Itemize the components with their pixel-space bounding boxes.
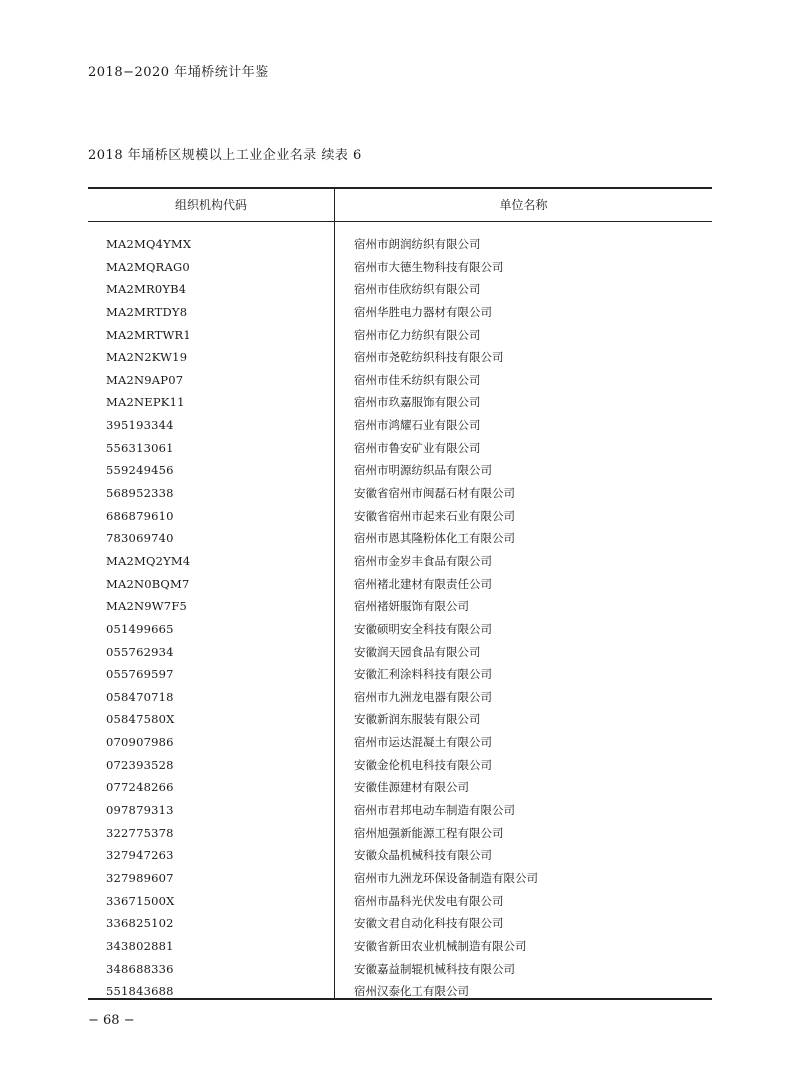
org-code-cell: MA2MQ2YM4 [106,553,191,568]
table-row [88,641,712,664]
column-header-name: 单位名称 [499,198,548,212]
org-code-cell: 551843688 [106,984,174,999]
company-name-cell: 宿州市运达混凝土有限公司 [354,735,492,750]
table-row [88,935,712,958]
table-top-rule [88,187,712,189]
table-row [88,278,712,301]
org-code-cell: 348688336 [106,961,174,976]
org-code-cell: 327989607 [106,870,174,885]
table-row [88,867,712,890]
org-code-cell: 686879610 [106,508,174,523]
table-row [88,391,712,414]
company-name-cell: 安徽众晶机械科技有限公司 [354,848,492,863]
org-code-cell: 327947263 [106,848,174,863]
company-name-cell: 宿州市九洲龙电器有限公司 [354,689,492,704]
table-row [88,527,712,550]
table-row [88,414,712,437]
table-row [88,822,712,845]
company-name-cell: 安徽省新田农业机械制造有限公司 [354,938,527,953]
table-row [88,754,712,777]
table-row [88,369,712,392]
org-code-cell: MA2N2KW19 [106,350,188,365]
page-number: − 68 − [88,1013,135,1028]
company-name-cell: 宿州褚北建材有限责任公司 [354,576,492,591]
company-name-cell: 宿州市恩其隆粉体化工有限公司 [354,531,515,546]
org-code-cell: MA2MRTDY8 [106,304,188,319]
org-code-cell: MA2NEPK11 [106,395,185,410]
org-code-cell: 051499665 [106,621,174,636]
org-code-cell: 058470718 [106,689,174,704]
org-code-cell: 336825102 [106,916,174,931]
org-code-cell: 395193344 [106,418,174,433]
company-name-cell: 宿州市亿力纺织有限公司 [354,327,481,342]
table-row [88,482,712,505]
table-row [88,573,712,596]
company-name-cell: 宿州华胜电力器材有限公司 [354,304,492,319]
company-name-cell: 安徽硕明安全科技有限公司 [354,621,492,636]
company-name-cell: 宿州市金岁丰食品有限公司 [354,553,492,568]
org-code-cell: MA2MRTWR1 [106,327,191,342]
table-row [88,505,712,528]
company-name-cell: 安徽省宿州市闽磊石材有限公司 [354,486,515,501]
table-row [88,459,712,482]
table-row [88,301,712,324]
org-code-cell: 055769597 [106,667,174,682]
org-code-cell: 070907986 [106,735,174,750]
company-name-cell: 宿州市玖嘉服饰有限公司 [354,395,481,410]
company-name-cell: 安徽佳源建材有限公司 [354,780,469,795]
table-row [88,437,712,460]
org-code-cell: 05847580X [106,712,175,727]
table-row [88,844,712,867]
table-row [88,731,712,754]
table-row [88,663,712,686]
company-name-cell: 宿州汉泰化工有限公司 [354,984,469,999]
org-code-cell: MA2N9W7F5 [106,599,188,614]
table-row [88,890,712,913]
org-code-cell: 33671500X [106,893,175,908]
company-name-cell: 安徽润天园食品有限公司 [354,644,481,659]
org-code-cell: MA2MQ4YMX [106,237,192,251]
company-name-cell: 宿州市朗润纺织有限公司 [354,237,481,251]
org-code-cell: MA2N9AP07 [106,372,184,387]
table-row [88,686,712,709]
table-bottom-rule [88,998,712,1000]
org-code-cell: 783069740 [106,531,174,546]
company-name-cell: 宿州市君邦电动车制造有限公司 [354,803,515,818]
table-row [88,776,712,799]
company-name-cell: 安徽文君自动化科技有限公司 [354,916,504,931]
org-code-cell: 097879313 [106,803,174,818]
enterprise-table [88,187,712,1000]
company-name-cell: 宿州市晶科光伏发电有限公司 [354,893,504,908]
company-name-cell: 宿州市尧乾纺织科技有限公司 [354,350,504,365]
org-code-cell: 077248266 [106,780,174,795]
org-code-cell: 322775378 [106,825,174,840]
table-row [88,550,712,573]
company-name-cell: 安徽金伦机电科技有限公司 [354,757,492,772]
company-name-cell: 宿州市佳禾纺织有限公司 [354,372,481,387]
company-name-cell: 宿州褚妍服饰有限公司 [354,599,469,614]
table-row [88,958,712,981]
company-name-cell: 宿州旭强新能源工程有限公司 [354,825,504,840]
company-name-cell: 安徽新润东服装有限公司 [354,712,481,727]
company-name-cell: 宿州市九洲龙环保设备制造有限公司 [354,870,538,885]
table-row [88,912,712,935]
table-row [88,324,712,347]
table-header-rule [88,221,712,222]
column-header-code: 组织机构代码 [174,198,247,212]
table-row [88,799,712,822]
table-title: 2018 年埇桥区规模以上工业企业名录 续表 6 [88,148,362,163]
table-row [88,346,712,369]
org-code-cell: MA2MQRAG0 [106,259,190,274]
table-row [88,256,712,279]
table-row [88,233,712,256]
company-name-cell: 宿州市佳欣纺织有限公司 [354,282,481,297]
org-code-cell: MA2N0BQM7 [106,576,190,591]
table-row [88,595,712,618]
org-code-cell: 559249456 [106,463,174,478]
table-row [88,708,712,731]
running-header: 2018−2020 年埇桥统计年鉴 [88,65,269,80]
org-code-cell: 568952338 [106,486,174,501]
company-name-cell: 宿州市明源纺织品有限公司 [354,463,492,478]
org-code-cell: 343802881 [106,938,174,953]
table-body [88,233,712,1003]
org-code-cell: 055762934 [106,644,174,659]
company-name-cell: 宿州市大德生物科技有限公司 [354,259,504,274]
company-name-cell: 安徽汇利涂料科技有限公司 [354,667,492,682]
company-name-cell: 宿州市鸿耀石业有限公司 [354,418,481,433]
org-code-cell: 072393528 [106,757,174,772]
company-name-cell: 安徽嘉益制辊机械科技有限公司 [354,961,515,976]
table-row [88,618,712,641]
org-code-cell: 556313061 [106,440,174,455]
org-code-cell: MA2MR0YB4 [106,282,187,297]
company-name-cell: 安徽省宿州市起来石业有限公司 [354,508,515,523]
company-name-cell: 宿州市鲁安矿业有限公司 [354,440,481,455]
